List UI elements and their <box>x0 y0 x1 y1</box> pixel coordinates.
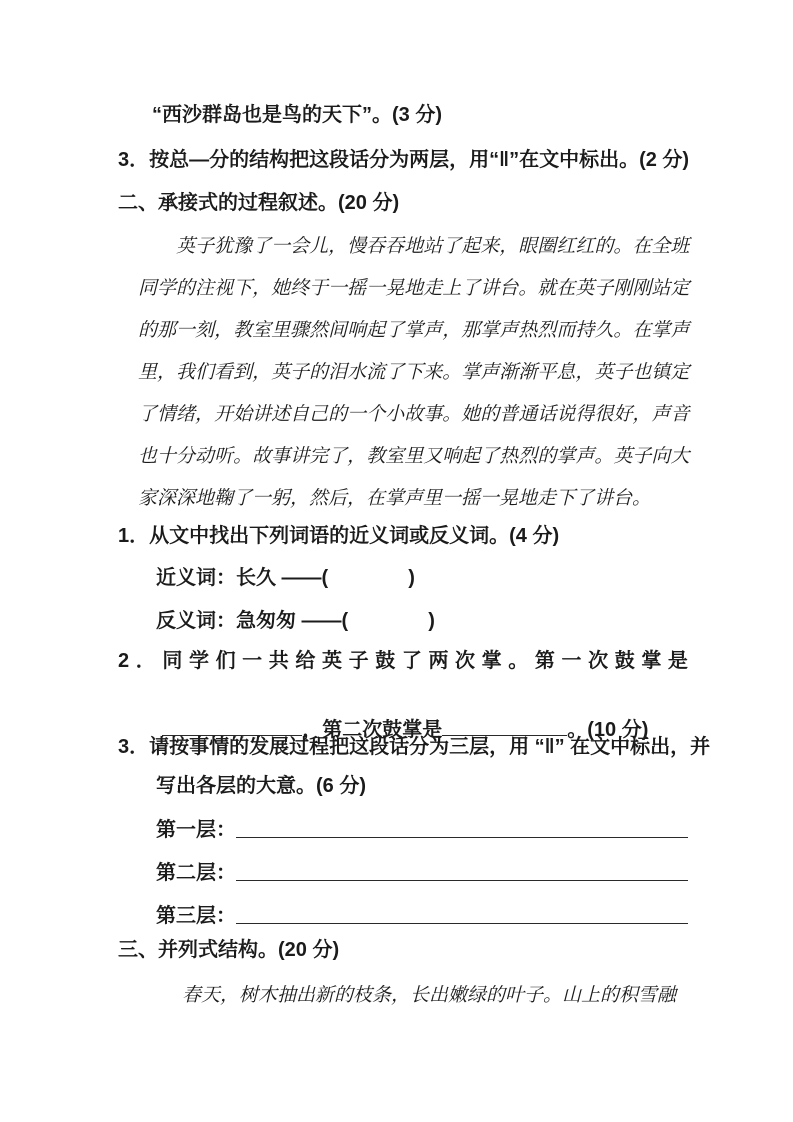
question-3-line-1: 3．请按事情的发展过程把这段话分为三层，用 “‖” 在文中标出，并 <box>118 736 711 758</box>
passage-line-4: 里 ， 我 们 看 到 ， 英 子 的 泪 水 流 了 下 来 。 掌 声 渐 渐 平 息 ， 英 子 也 镇 定 <box>138 361 690 383</box>
level-1-row <box>156 813 688 842</box>
first-applause-answer-blank <box>162 714 302 736</box>
question-3-line-2: 写出各层的大意。(6 分) <box>156 775 366 797</box>
question-divide-two-layers: 3．按总—分的结构把这段话分为两层，用“‖”在文中标出。(2 分) <box>118 149 690 171</box>
section-two-heading: 二、承接式的过程叙述。(20 分) <box>118 192 400 214</box>
level-2-label: 第二层： <box>156 862 236 884</box>
passage-line-2: 同 学 的 注 视 下 ， 她 终 于 一 摇 一 晃 地 走 上 了 讲 台 。 就 在 英 子 刚 刚 站 定 <box>138 277 690 299</box>
passage-line-6: 也 十 分 动 听 。 故 事 讲 完 了 ， 教 室 里 又 响 起 了 热 烈 的 掌 声 。 英 子 向 大 <box>138 445 690 467</box>
level-1-answer-blank <box>236 817 688 838</box>
antonym-blank-line: 反义词：急匆匆 ——( ) <box>156 610 435 632</box>
section-three-heading: 三、并列式结构。(20 分) <box>118 939 340 961</box>
question-2-mid-text: ，第二次鼓掌是 <box>302 719 443 741</box>
passage-line-3: 的 那 一 刻 ， 教 室 里 骤 然 间 响 起 了 掌 声 ， 那 掌 声 热 烈 而 持 久 。 在 掌 声 <box>138 319 690 341</box>
question-2-score: 。(10 分) <box>567 719 649 741</box>
passage-line-7: 家深深地鞠了一躬，然后，在掌声里一摇一晃地走下了讲台。 <box>138 487 652 509</box>
level-2-answer-blank <box>236 860 688 881</box>
section-three-passage-line-1: 春天，树木抽出新的枝条，长出嫩绿的叶子。山上的积雪融 <box>182 984 677 1006</box>
level-3-answer-blank <box>236 903 688 924</box>
second-applause-answer-blank <box>442 714 567 736</box>
level-3-row <box>156 899 688 928</box>
level-1-label: 第一层： <box>156 819 236 841</box>
level-2-row <box>156 856 688 885</box>
question-1: 1．从文中找出下列词语的近义词或反义词。(4 分) <box>118 525 560 547</box>
passage-line-5: 了 情 绪 ， 开 始 讲 述 自 己 的 一 个 小 故 事 。 她 的 普 通 话 说 得 很 好 ， 声 音 <box>138 403 690 425</box>
level-3-label: 第三层： <box>156 905 236 927</box>
passage-line-1: 英 子 犹 豫 了 一 会 儿 ， 慢 吞 吞 地 站 了 起 来 ， 眼 圈 红 红 的 。 在 全 班 <box>176 235 690 257</box>
question-2-line-1: 2 ． 同 学 们 一 共 给 英 子 鼓 了 两 次 掌 。 第 一 次 鼓 掌 是 <box>118 650 688 672</box>
quoted-sentence-line: “西沙群岛也是鸟的天下”。(3 分) <box>152 104 442 126</box>
synonym-blank-line: 近义词：长久 ——( ) <box>156 567 415 589</box>
